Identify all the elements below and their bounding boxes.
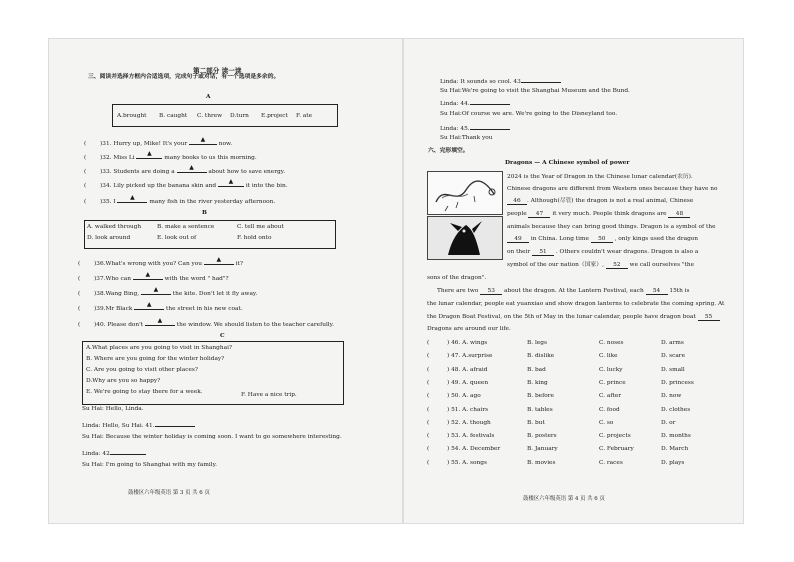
choice-option-d: D. March	[661, 446, 689, 453]
choice-option-num: ) 49. A. queen	[447, 379, 489, 386]
choice-paren: (	[427, 433, 430, 440]
option-box-a	[112, 104, 338, 127]
choice-option-num: ) 54. A. December	[447, 446, 501, 453]
question-39: ( )39.Mr Black ▲ the street in his new coat.	[78, 301, 243, 312]
choice-paren: (	[427, 353, 430, 360]
question-35: ( )35. I ▲ many fish in the river yesterday afternoon.	[84, 194, 276, 205]
option-a-a: A.brought	[117, 113, 147, 119]
part-title: 第二部分 读一读	[193, 67, 242, 75]
right-dialogue-3: Linda: 44.	[440, 98, 510, 108]
choice-option-d: D. plays	[661, 459, 685, 466]
choice-paren: (	[427, 446, 430, 453]
choice-option-b: B. legs	[527, 340, 547, 346]
exam-page-4	[403, 38, 744, 524]
blank-51: 51	[532, 249, 554, 256]
choice-paren: (	[427, 419, 430, 426]
scan-margin	[0, 0, 48, 562]
exam-page-3	[48, 38, 403, 524]
page-footer-left: 鼓楼区六年级英语 第 3 页 共 6 页	[128, 490, 210, 496]
choice-paren: (	[427, 379, 430, 386]
choice-paren: (	[427, 393, 430, 400]
blank-55: 55	[698, 314, 720, 321]
option-a-c: C. threw	[197, 113, 223, 119]
choice-option-c: C. noses	[599, 340, 624, 346]
choice-option-c: C. so	[599, 419, 614, 426]
choice-option-num: ) 55. A. songs	[447, 459, 487, 466]
choice-option-d: D. princess	[661, 379, 694, 386]
right-dialogue-2: Su Hai:We're going to visit the Shanghai Museum and the Bund.	[440, 88, 630, 94]
option-a-d: D.turn	[230, 113, 249, 119]
dialogue-line-3: Su Hai: Because the winter holiday is coming soon. I want to go somewhere interesting.	[82, 434, 342, 440]
question-32: ( )32. Miss Li ▲ many books to us this morning.	[84, 150, 257, 161]
question-31: ( )31. Hurry up, Mike! It's your ▲ now.	[84, 136, 233, 147]
option-a-e: E.project	[261, 113, 288, 119]
option-b-a: A. walked through	[87, 224, 142, 230]
question-40: ( )40. Please don't ▲ the window. We should listen to the teacher carefully.	[78, 317, 335, 328]
option-c-e: E. We're going to stay there for a week.	[86, 389, 203, 395]
choice-option-num: ) 52. A. though	[447, 419, 491, 426]
choice-option-d: D. clothes	[661, 406, 691, 413]
blank-50: 50	[591, 236, 613, 243]
choice-option-b: B. posters	[527, 433, 557, 440]
option-b-c: C. tell me about	[237, 224, 284, 230]
dragon-illustration-2	[427, 216, 503, 260]
option-c-c: C. Are you going to visit other places?	[86, 367, 198, 373]
passage-line-8: symbol of the our nation（国家）, 52 we call ourselves "the	[507, 262, 695, 268]
passage-line-4: people 47 it very much. People think dragons are 48	[507, 211, 690, 218]
passage-line-3: 46 . Although(尽管) the dragon is not a real animal, Chinese	[507, 198, 693, 205]
blank-49: 49	[507, 236, 529, 243]
choice-option-c: C. races	[599, 459, 623, 466]
choice-option-c: C. February	[599, 446, 634, 453]
passage-line-1: 2024 is the Year of Dragon in the Chinese lunar calendar(农历).	[507, 174, 693, 180]
blank-53: 53	[480, 288, 502, 295]
option-c-f: F. Have a nice trip.	[241, 392, 297, 398]
choice-option-c: C. projects	[599, 433, 631, 440]
right-dialogue-5: Linda: 45.	[440, 123, 510, 133]
choice-option-d: D. small	[661, 366, 685, 373]
passage-line-13: Dragons are around our life.	[427, 326, 511, 332]
section-six-title: 六、完形填空。	[428, 148, 469, 154]
choice-option-b: B. movies	[527, 459, 556, 466]
choice-paren: (	[427, 459, 430, 466]
question-37: ( )37.Who can ▲ with the word " had"?	[78, 271, 229, 282]
passage-line-2: Chinese dragons are different from Western ones because they have no	[507, 186, 718, 192]
box-c-label: C	[220, 333, 225, 339]
passage-line-11: the lunar calendar, people eat yuanxiao and show dragon lanterns to celebrate the coming spring. At	[427, 301, 725, 307]
choice-option-c: C. food	[599, 406, 620, 413]
passage-line-10: There are two 53 about the dragon. At the Lantern Festival, each 54 15th is	[437, 288, 690, 294]
option-c-a: A.What places are you going to visit in Shanghai?	[86, 345, 233, 351]
option-a-f: F. ate	[296, 113, 313, 119]
right-dialogue-4: Su Hai:Of course we are. We're going to the Disneyland too.	[440, 111, 618, 117]
choice-option-b: B. king	[527, 379, 548, 386]
question-34: ( )34. Lily picked up the banana skin and ▲ it into the bin.	[84, 178, 288, 189]
box-a-label: A	[206, 94, 211, 100]
choice-option-d: D. scare	[661, 353, 686, 360]
section-three-instruction: 三、阅读并选择方框内合适选项，完成句子或对话，有一个选项是多余的。	[88, 74, 280, 80]
box-b-label: B	[202, 210, 207, 216]
blank-54: 54	[646, 288, 668, 295]
choice-paren: (	[427, 406, 430, 413]
choice-option-num: ) 48. A. afraid	[447, 366, 488, 373]
dragon-illustration-1	[427, 171, 503, 215]
right-dialogue-1: Linda: It sounds so cool. 43	[440, 76, 561, 86]
question-38: ( )38.Wang Bing, ▲ the kite. Don't let it fly away.	[78, 286, 258, 297]
dialogue-line-1: Su Hai: Hello, Linda.	[82, 406, 144, 412]
dragon-silhouette	[428, 217, 502, 259]
choice-option-num: ) 46. A. wings	[447, 340, 488, 346]
question-36: ( )36.What's wrong with you? Can you ▲ it?	[78, 256, 243, 267]
question-33: ( )33. Students are doing a ▲ about how to save energy.	[84, 164, 286, 175]
choice-option-b: B. bad	[527, 366, 546, 373]
passage-line-7: on their 51 . Others couldn't wear dragons. Dragon is also a	[507, 249, 699, 255]
choice-option-c: C. like	[599, 353, 618, 360]
option-b-d: D. look around	[87, 235, 131, 241]
dragon-line-drawing	[428, 172, 502, 214]
passage-line-12: the Dragon Boat Festival, on the 5th of May in the lunar calendar, people have dragon boat 55	[427, 314, 720, 321]
choice-option-d: D. arms	[661, 340, 684, 346]
choice-option-num: ) 51. A. chairs	[447, 406, 489, 413]
passage-line-6: 49 in China. Long time 50 , only kings used the dragon	[507, 236, 698, 243]
choice-paren: (	[427, 366, 430, 373]
dialogue-line-2: Linda: Hello, Su Hai. 41.	[82, 420, 195, 430]
choice-option-num: ) 47. A.surprise	[447, 353, 493, 360]
choice-option-d: D. months	[661, 433, 691, 440]
option-box-b	[84, 220, 336, 249]
choice-option-num: ) 50. A. ago	[447, 393, 481, 400]
choice-option-c: C. lucky	[599, 366, 623, 373]
choice-option-num: ) 53. A. festivals	[447, 433, 495, 440]
option-b-e: E. look out of	[157, 235, 197, 241]
choice-option-b: B. before	[527, 393, 554, 400]
choice-option-b: B. dislike	[527, 353, 555, 360]
blank-52: 52	[606, 262, 628, 269]
option-a-b: B. caught	[159, 113, 188, 119]
choice-paren: (	[427, 340, 430, 346]
option-box-c	[82, 341, 344, 405]
blank-48: 48	[668, 211, 690, 218]
choice-option-d: D. now	[661, 393, 682, 400]
dialogue-line-5: Su Hai: I'm going to Shanghai with my family.	[82, 462, 217, 468]
option-c-b: B. Where are you going for the winter holiday?	[86, 356, 225, 362]
choice-option-d: D. or	[661, 419, 676, 426]
option-b-f: F. hold onto	[237, 235, 272, 241]
blank-46: 46	[507, 198, 527, 205]
blank-47: 47	[528, 211, 550, 218]
choice-option-b: B. January	[527, 446, 558, 453]
passage-line-5: animals because they can bring good things. Dragon is a symbol of the	[507, 224, 716, 230]
choice-option-b: B. but	[527, 419, 545, 426]
option-c-d: D.Why are you so happy?	[86, 378, 161, 384]
choice-option-c: C. after	[599, 393, 622, 400]
option-b-b: B. make a sentence	[157, 224, 215, 230]
passage-line-9: sons of the dragon".	[427, 275, 487, 281]
dialogue-line-4: Linda: 42	[82, 448, 146, 458]
passage-title: Dragons — A Chinese symbol of power	[505, 160, 630, 166]
page-footer-right: 鼓楼区六年级英语 第 4 页 共 6 页	[523, 496, 605, 502]
right-dialogue-6: Su Hai:Thank you	[440, 135, 493, 141]
choice-option-c: C. prince	[599, 379, 626, 386]
choice-option-b: B. tables	[527, 406, 553, 413]
